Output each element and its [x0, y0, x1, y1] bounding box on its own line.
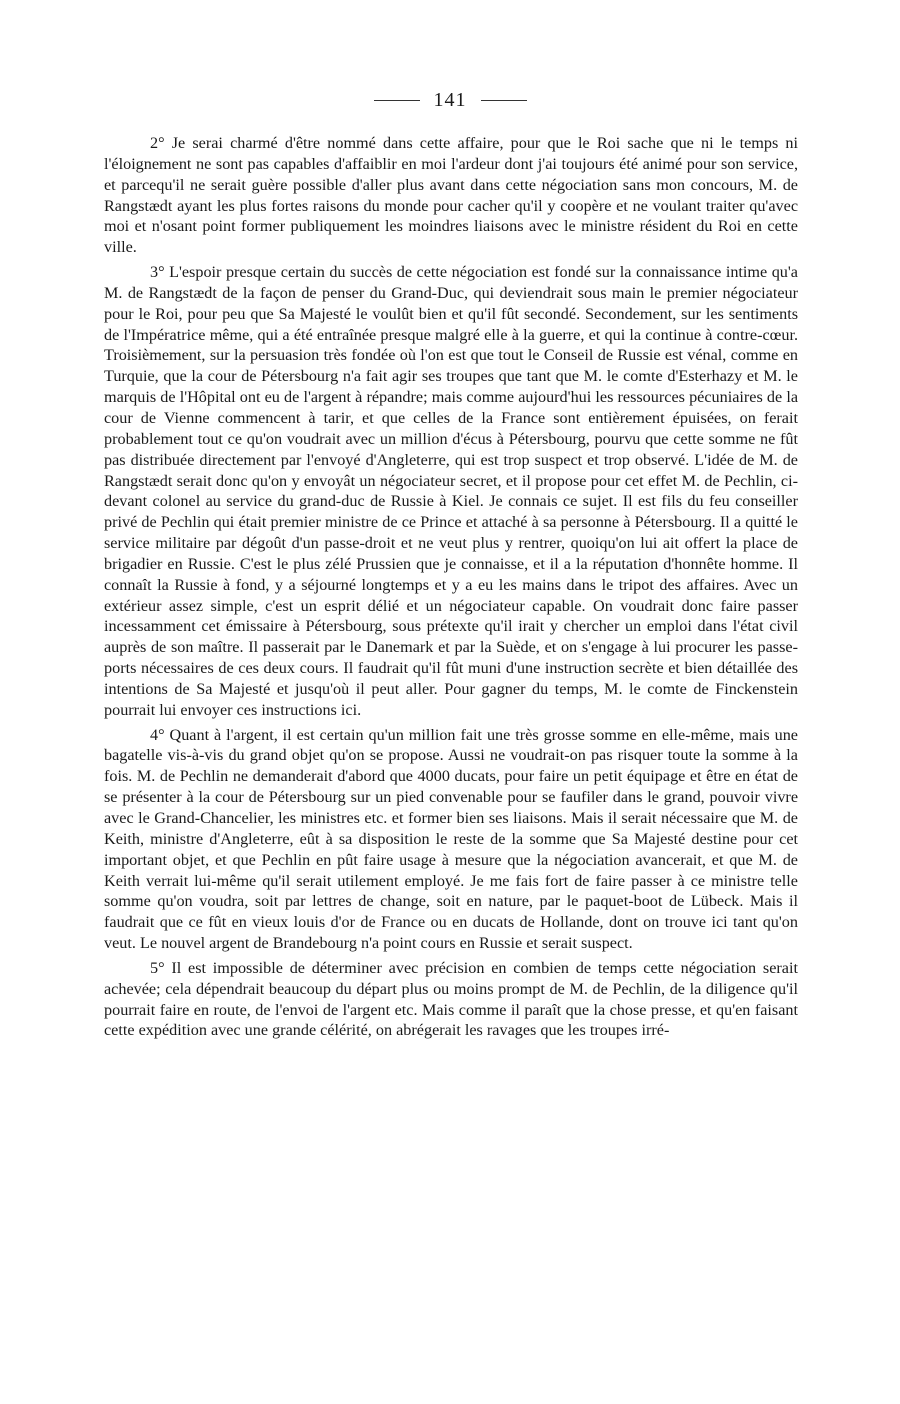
header-rule-right [481, 100, 527, 101]
paragraph-2: 2° Je serai charmé d'être nommé dans cette affaire, pour que le Roi sache que ni le temps ni l'éloignement ne sont pas capables d'affaiblir en moi l'ardeur dont j'ai toujours été animé pour son service, et parcequ'il ne serait guère possible d'aller plus avant dans cette négociation sans mon concours, M. de Rangstædt ayant les plus fortes raisons du monde pour cacher qu'il y coopère et ne voulant traiter qu'avec moi et n'osant point former publiquement les moindres liaisons avec le ministre résident du Roi en cette ville. [104, 134, 798, 257]
body-text [104, 133, 798, 1041]
page-number: 141 [433, 89, 467, 111]
page-header [0, 88, 900, 112]
paragraph-5: 5° Il est impossible de déterminer avec précision en combien de temps cette négociation serait achevée; cela dépendrait beaucoup du départ plus ou moins prompt de M. de Pechlin, de la diligence qu'il pourrait faire en route, de l'envoi de l'argent etc. Mais comme il paraît que la chose presse, et qu'en faisant cette expédition avec une grande célérité, on abrégerait les ravages que les troupes irré- [104, 958, 798, 1040]
header-rule-left [374, 100, 420, 101]
paragraph-3: 3° L'espoir presque certain du succès de cette négociation est fondé sur la connaissance intime qu'a M. de Rangstædt de la façon de penser du Grand-Duc, qui deviendrait sous main le premier négociateur pour le Roi, pour peu que Sa Majesté le voulût bien et qu'il fût secondé. Secondement, sur les sentiments de l'Impératrice même, qui a été entraînée presque malgré elle à la guerre, et qui la continue à contre-cœur. Troisièmement, sur la persuasion très fondée où l'on est que tout le Conseil de Russie est vénal, comme en Turquie, que la cour de Pétersbourg n'a fait agir ses troupes que tant que M. le comte d'Esterhazy et M. le marquis de l'Hôpital ont eu de l'argent à répandre; mais comme aujourd'hui les ressources pécuniaires de la cour de Vienne commencent à tarir, et que celles de la France sont entièrement épuisées, on ferait probablement tout ce qu'on voudrait avec un million d'écus à Pétersbourg, pourvu que cette somme ne fût pas distribuée directement par l'envoyé d'Angleterre, qui est trop suspect et trop observé. L'idée de M. de Rangstædt serait donc qu'on y envoyât un négociateur secret, et il propose pour cet effet M. de Pechlin, ci-devant colonel au service du grand-duc de Russie à Kiel. Je connais ce sujet. Il est fils du feu conseiller privé de Pechlin qui était premier ministre de ce Prince et attaché à sa personne à Pétersbourg. Il a quitté le service militaire par dégoût d'un passe-droit et ne veut plus y rentrer, quoiqu'on lui ait offert la place de brigadier en Russie. C'est le plus zélé Prussien que je connaisse, et il a la réputation d'honnête homme. Il connaît la Russie à fond, y a séjourné longtemps et y a eu les mains dans le tripot des affaires. Avec un extérieur assez simple, c'est un esprit délié et un négociateur capable. On voudrait donc faire passer incessamment cet émissaire à Pétersbourg, sous prétexte qu'il irait y chercher un emploi dans l'état civil auprès de son maître. Il passerait par le Danemark et par la Suède, et on s'engage à lui procurer les passe-ports nécessaires de ces deux cours. Il faudrait qu'il fût muni d'une instruction secrète et bien détaillée des intentions de Sa Majesté et jusqu'où il peut aller. Pour gagner du temps, M. le comte de Finckenstein pourrait lui envoyer ces instructions ici. [104, 263, 798, 719]
paragraph-4: 4° Quant à l'argent, il est certain qu'un million fait une très grosse somme en elle-même, mais une bagatelle vis-à-vis du grand objet qu'on se propose. Aussi ne voudrait-on pas risquer toute la somme à la fois. M. de Pechlin ne demanderait d'abord que 4000 ducats, pour faire un petit équipage et être en état de se présenter à la cour de Pétersbourg sur un pied convenable pour se faufiler dans le grand, pouvoir vivre avec le Grand-Chancelier, les ministres etc. et former bien ses liaisons. Mais il serait nécessaire que M. de Keith, ministre d'Angleterre, eût à sa disposition le reste de la somme que Sa Majesté destine pour cet important objet, et que Pechlin en pût faire usage à mesure que la négociation avancerait, et que M. de Keith verrait lui-même qu'il serait utilement employé. Je me fais fort de faire passer à ce ministre telle somme qu'on voudra, soit par lettres de change, soit en nature, par le paquet-boot de Lübeck. Mais il faudrait que ce fût en vieux louis d'or de France ou en ducats de Hollande, dont on trouve ici tant qu'on veut. Le nouvel argent de Brandebourg n'a point cours en Russie et serait suspect. [104, 725, 798, 953]
